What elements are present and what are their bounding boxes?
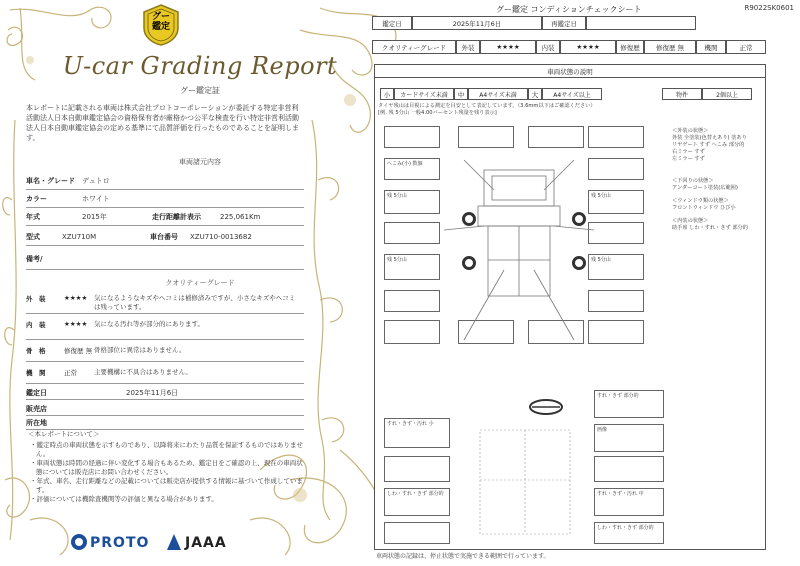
int-condition-legend [672, 218, 762, 232]
note-item: ・鑑定時点の車両状態を示すものであり、以降将来にわたり品質を保証するものではありません。 [30, 441, 303, 458]
grade-interior-label: 内 装 [26, 321, 46, 329]
int-legend-lines: 助手席 しわ・すれ・きず 部分的 [672, 225, 748, 231]
degree-value: 2個以上 [716, 91, 738, 99]
int-legend-heading: ＜内装の状態＞ [672, 218, 709, 224]
report-notes [28, 430, 303, 504]
vehicle-color-value: ホワイト [82, 194, 110, 203]
int-value: ★★★★ [576, 43, 600, 51]
panel-empty [588, 222, 644, 244]
vehicle-model-row [26, 228, 304, 246]
size-mid-desc-cell [468, 88, 528, 100]
ext-condition-legend [672, 128, 762, 163]
recheck-label: 再鑑定日 [551, 19, 577, 28]
panel-dent [384, 158, 440, 180]
note-item: ・年式、車名、走行距離などの記載については販売店が提供する情報に基づいて作成しています。 [30, 477, 303, 494]
remarks-row [26, 248, 304, 270]
location-label: 所在地 [26, 418, 47, 427]
grade-section-title: クオリティーグレード [165, 279, 235, 287]
sheet-code: R9022SK0601 [744, 4, 794, 12]
tire-rear-right-icon [572, 256, 586, 270]
engine-label-cell [696, 40, 726, 54]
panel-tire-fl-text: 残 5分山 [387, 193, 407, 199]
size-small-desc: カードサイズ未満 [400, 91, 448, 99]
grade-engine-score: 正常 [64, 369, 77, 377]
notes-heading: ＜本レポートについて＞ [28, 430, 100, 438]
panel-image-text: 画像 [597, 427, 608, 433]
chassis-value: XZU710-0013682 [190, 232, 252, 241]
proto-logo-icon [70, 533, 88, 551]
note-1: 鑑定時点の車両状態を示すものであり、以降将来にわたり品質を保証するものではありません。 [36, 441, 303, 458]
size-mid-desc: A4サイズ未満 [479, 91, 517, 99]
vehicle-name-row [26, 172, 304, 190]
panel-tire-fr [588, 190, 644, 214]
under-condition-legend [672, 178, 762, 192]
frame-value: 修復歴 無 [655, 43, 685, 52]
mileage-label: 走行距離計表示 [152, 212, 201, 221]
vehicle-diagram-icon [444, 150, 594, 350]
panel-tire-rr-text: 残 5分山 [591, 257, 611, 263]
panel-empty [384, 320, 440, 344]
frame-value-cell [644, 40, 696, 54]
footer-note: 車両状態の記録は、停止状態で実施できる範囲で行っています。 [376, 553, 550, 560]
grade-exterior-label: 外 装 [26, 295, 46, 303]
size-small: 小 [383, 90, 391, 99]
date-value-cell [412, 16, 542, 30]
degree-label-cell [662, 88, 702, 100]
ext-label: 外装 [461, 43, 475, 52]
grade-interior-score: ★★★★ [64, 320, 88, 328]
degree-value-cell [702, 88, 752, 100]
panel-dent-text: へこみ(小) 数個 [387, 161, 423, 167]
glass-condition-legend [672, 198, 762, 212]
grade-frame-label: 骨 格 [26, 347, 46, 355]
appraisal-date-row [26, 386, 304, 400]
frame-label-cell [616, 40, 644, 54]
grade-row-exterior [26, 290, 304, 314]
intro-text: 本レポートに記載される車両は株式会社プロトコーポレーションが委託する特定非営利活動法人日本自動車鑑定協会の資格保有者が厳格かつ公平な検査を行い特定非営利活動法人日本自動車鑑定協会の定める基準にて品質評価を行ったものであることを証明します。 [26, 104, 299, 142]
note-2: 車両状態は時間の経過に伴い変化する場合もあるため、鑑定日をご確認の上、現在の車両状態については販売店にお問い合わせください。 [36, 459, 303, 476]
recheck-value-cell [586, 16, 696, 30]
model-value: XZU710M [62, 232, 97, 241]
glass-legend-heading: ＜ウィンドウ類の状態＞ [672, 198, 729, 204]
panel-image [594, 424, 664, 452]
under-legend-heading: ＜下回りの状態＞ [672, 178, 714, 184]
panel-empty [384, 456, 450, 482]
panel-tire-fl [384, 190, 440, 214]
remarks-label: 備考/ [26, 254, 43, 263]
proto-brand: PROTO [90, 535, 150, 551]
int-label-cell [536, 40, 560, 54]
panel-scratch-small [384, 418, 450, 448]
interior-diagram-icon [460, 420, 590, 544]
size-large-desc-cell [542, 88, 602, 100]
sheet-title: グー鑑定 コンディションチェックシート [496, 5, 642, 14]
size-large: 大 [531, 90, 539, 99]
panel-empty [384, 290, 440, 312]
tire-rear-left-icon [462, 256, 476, 270]
size-large-cell [528, 88, 542, 100]
ext-value-cell [480, 40, 536, 54]
ext-label-cell [456, 40, 480, 54]
vehicle-section-title: 車両諸元内容 [179, 158, 221, 166]
size-large-desc: A4サイズ以上 [553, 91, 591, 99]
grade-frame-desc: 骨格部位に異常はありません。 [94, 346, 186, 354]
vehicle-name-value: デュトロ [82, 176, 110, 185]
grade-exterior-score: ★★★★ [64, 294, 88, 302]
condition-check-sheet [376, 0, 800, 566]
note-3: 年式、車名、走行距離などの記載については販売店が提供する情報に基づいて作成しています。 [36, 477, 303, 494]
recheck-label-cell [542, 16, 586, 30]
note-4: 評価については機除査機関等の評価と異なる場合があります。 [36, 495, 218, 503]
mileage-value: 225,061Km [220, 212, 261, 221]
panel-empty [458, 126, 514, 148]
logo-text: グー 鑑定 [151, 12, 170, 32]
grade-interior-desc: 気になる汚れ等が部分的にあります。 [94, 320, 204, 328]
panel-empty [384, 222, 440, 244]
shop-row [26, 402, 304, 416]
glass-legend-lines: フロントウィンドウ ひび小 [672, 205, 736, 211]
panel-tire-rl-text: 残 5分山 [387, 257, 407, 263]
panel-empty [594, 456, 664, 482]
ext-value: ★★★★ [496, 43, 520, 51]
vehicle-color-row [26, 190, 304, 208]
panel-empty [588, 290, 644, 312]
int-label: 内装 [541, 43, 555, 52]
tire-front-right-icon [572, 212, 586, 226]
panel-empty [528, 126, 584, 148]
degree-label: 物件 [675, 91, 688, 99]
panel-tire-rr [588, 254, 644, 280]
vehicle-color-label: カラー [26, 194, 47, 203]
grade-engine-label: 機 関 [26, 369, 46, 377]
date-label-cell [372, 16, 412, 30]
location-row [26, 416, 304, 430]
report-subtitle: グー鑑定証 [180, 86, 220, 95]
panel-wrinkle-2-text: しわ・すれ・きず 部分的 [597, 525, 654, 531]
vehicle-year-row [26, 208, 304, 226]
panel-wrinkle [384, 488, 450, 516]
date-value: 2025年11月6日 [452, 19, 502, 28]
tire-front-left-icon [462, 212, 476, 226]
tire-note-example: [例. 残 5分山 一般4.00バーセント残量を残り表示] [378, 110, 497, 116]
appraisal-date-value: 2025年11月6日 [126, 388, 179, 397]
ext-legend-heading: ＜外装の状態＞ [672, 128, 709, 134]
panel-scratch-mid [594, 488, 664, 516]
engine-label: 機関 [704, 43, 718, 52]
model-label: 型式 [26, 232, 40, 241]
panel-scratch-partial [594, 390, 664, 418]
panel-tire-fr-text: 残 5分山 [591, 193, 611, 199]
vehicle-name-label: 車名・グレード [26, 176, 75, 185]
ext-legend-lines: 外装 全塗装(色替えあり) 塗あり リヤゲート すず へこみ 部分的 右ミラー すず 左ミラー すず [672, 135, 747, 162]
jaaa-brand: JAAA [185, 535, 227, 551]
condition-heading-cell [374, 64, 766, 78]
jaaa-logo-icon [166, 533, 182, 551]
tire-note: タイヤ残山は目視による測定を目安として表記しています。（3.6mm以下はご確認ください） [378, 103, 596, 109]
under-legend-lines: アンダーコート塗装(広範囲) [672, 185, 738, 191]
vehicle-year-value: 2015年 [82, 212, 107, 221]
quality-label-cell [372, 40, 456, 54]
panel-empty [588, 158, 644, 180]
panel-empty [588, 320, 644, 344]
panel-wrinkle-2 [594, 522, 664, 544]
engine-value-cell [726, 40, 766, 54]
size-small-cell [380, 88, 394, 100]
grade-engine-desc: 主要機構に不具合はありません。 [94, 368, 192, 376]
panel-scratch-partial-text: すれ・きず 部分的 [597, 393, 639, 399]
grade-exterior-desc: 気になるようなキズやヘコミは補修済みですが、小さなキズやヘコミは残っています。 [94, 294, 296, 311]
panel-tire-rl [384, 254, 440, 280]
size-mid: 中 [457, 90, 465, 99]
note-item: ・車両状態は時間の経過に伴い変化する場合もあるため、鑑定日をご確認の上、現在の車両状態については販売店にお問い合わせください。 [30, 459, 303, 476]
date-label: 鑑定日 [382, 19, 402, 28]
shop-label: 販売店 [26, 404, 47, 413]
size-mid-cell [454, 88, 468, 100]
note-item: ・評価については機除査機関等の評価と異なる場合があります。 [30, 495, 218, 503]
engine-value: 正常 [739, 43, 753, 52]
panel-scratch-small-text: すれ・きず・汚れ 小 [387, 421, 434, 427]
grade-row-frame [26, 342, 304, 362]
frame-label: 修復歴 [620, 43, 640, 52]
panel-empty [384, 126, 440, 148]
panel-empty [384, 522, 450, 544]
appraisal-date-label: 鑑定日 [26, 388, 47, 397]
panel-wrinkle-text: しわ・すれ・きず 部分的 [387, 491, 444, 497]
report-title: U-car Grading Report [62, 52, 338, 80]
panel-scratch-mid-text: すれ・きず・汚れ 中 [597, 491, 644, 497]
quality-label: クオリティーグレード [381, 43, 447, 52]
panel-empty [588, 126, 644, 148]
chassis-label: 車台番号 [150, 232, 178, 241]
grade-row-interior [26, 316, 304, 340]
grade-row-engine [26, 364, 304, 384]
int-value-cell [560, 40, 616, 54]
size-small-desc-cell [394, 88, 454, 100]
vehicle-year-label: 年式 [26, 212, 40, 221]
steering-wheel-icon [528, 398, 564, 416]
condition-heading: 車両状態の説明 [547, 67, 593, 76]
grade-frame-score: 修復歴 無 [64, 347, 93, 355]
